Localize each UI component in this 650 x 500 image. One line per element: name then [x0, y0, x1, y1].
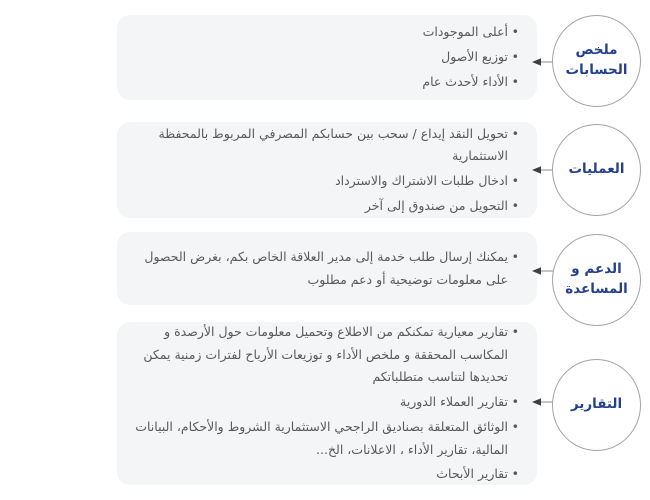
circle-reports — [552, 359, 641, 451]
account-summary-box — [117, 15, 537, 100]
operations-list — [117, 121, 537, 220]
circle-account-summary — [552, 15, 641, 107]
support-list — [117, 244, 537, 294]
list-item: • الأداء لأحدث عام — [131, 71, 519, 94]
list-item: • يمكنك إرسال طلب خدمة إلى مدير العلاقة الخاص بكم، بغرض الحصول على معلومات توضيحية أو دعم مطلوب — [131, 246, 519, 292]
list-item: • الوثائق المتعلقة بصناديق الراجحي الاستثمارية الشروط والأحكام، البيانات المالية، تقارير الأداء ، الاعلانات، الخ... — [131, 416, 519, 462]
reports-box — [117, 322, 537, 485]
left-arrow-icon — [530, 266, 554, 276]
circle-label: المساعدة — [565, 281, 628, 297]
list-item: • ادخال طلبات الاشتراك والاسترداد — [131, 170, 519, 193]
circle-operations — [552, 124, 641, 216]
support-box — [117, 232, 537, 305]
circle-label: ملخص — [575, 42, 618, 59]
left-arrow-icon — [530, 165, 554, 175]
list-item: • تقارير الأبحاث — [131, 463, 519, 486]
circle-label: العمليات — [568, 161, 625, 178]
list-item: • تقارير معيارية تمكنكم من الاطلاع وتحميل معلومات حول الأرصدة و المكاسب المحققة و ملخص الأداء و توزيعات الأرباح لفترات زمنية يمكن تحديدها لتناسب متطلباتكم — [131, 321, 519, 389]
circle-label: التقارير — [570, 396, 623, 413]
list-item: • تقارير العملاء الدورية — [131, 391, 519, 414]
operations-box — [117, 122, 537, 218]
circle-label: الدعم و — [571, 261, 622, 278]
list-item: • أعلى الموجودات — [131, 21, 519, 44]
list-item: • توزيع الأصول — [131, 46, 519, 69]
reports-list — [117, 319, 537, 488]
list-item: • التحويل من صندوق إلى آخر — [131, 195, 519, 218]
circle-label: الحسابات — [565, 62, 628, 78]
circle-support — [552, 234, 641, 326]
left-arrow-icon — [530, 397, 554, 407]
left-arrow-icon — [530, 57, 554, 67]
list-item: • تحويل النقد إيداع / سحب بين حسابكم المصرفي المربوط بالمحفظة الاستثمارية — [131, 123, 519, 169]
account-summary-list — [117, 19, 537, 95]
